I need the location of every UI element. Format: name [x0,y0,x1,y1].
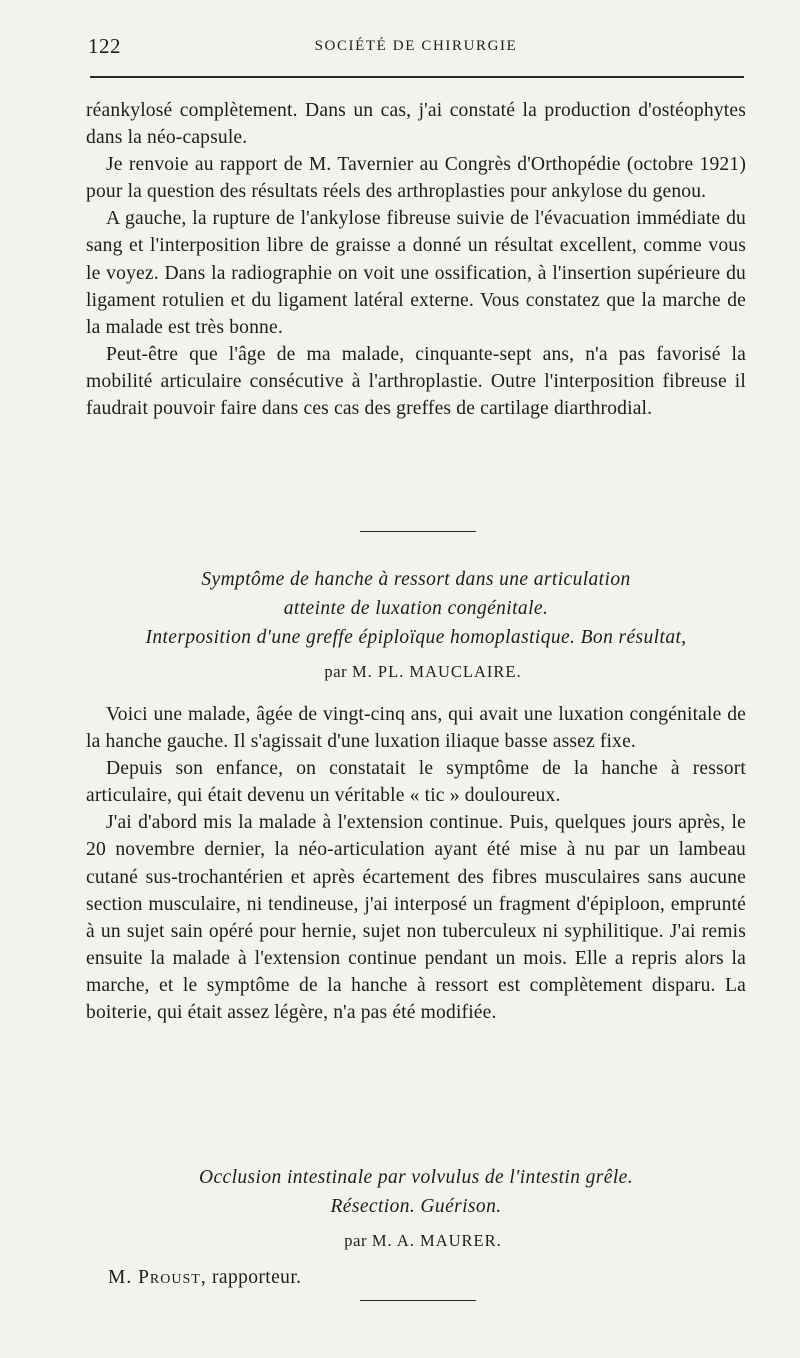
byline-prefix: par [324,662,348,681]
reporter-role: rapporteur. [212,1267,302,1288]
paragraph: réankylosé complètement. Dans un cas, j'ai constaté la production d'ostéophytes dans la néo-capsule. [86,100,746,149]
article-title [86,565,746,652]
continuation-text [86,97,746,422]
article-body [86,701,746,1026]
article-title [86,1163,746,1221]
article-title-line: Résection. Guérison. [330,1196,502,1217]
article-title-line: Symptôme de hanche à ressort dans une articulation [201,569,631,590]
paragraph: Peut-être que l'âge de ma malade, cinquante-sept ans, n'a pas favorisé la mobilité articulaire consécutive à l'arthroplastie. Outre l'interposition fibreuse il faudrait pouvoir faire dans ces cas des greffes de cartilage diarthrodial. [86,343,746,420]
article-title-line: Interposition d'une greffe épiploïque homoplastique. Bon résultat, [145,627,687,648]
paragraph: Depuis son enfance, on constatait le symptôme de la hanche à ressort articulaire, qui était devenu un véritable « tic » douloureux. [86,758,746,807]
running-head [86,34,746,58]
article-byline [93,662,753,682]
author-name: M. PL. MAUCLAIRE. [351,662,522,681]
section-divider [360,1300,476,1301]
paragraph: A gauche, la rupture de l'ankylose fibreuse suivie de l'évacuation immédiate du sang et l'interposition libre de graisse a donné un résultat excellent, comme vous le voyez. Dans la radiographie on voit une ossification, à l'insertion supérieure du ligament rotulien et du ligament latéral externe. Vous constatez que la marche de la malade est très bonne. [86,208,746,338]
paragraph: Je renvoie au rapport de M. Tavernier au Congrès d'Orthopédie (octobre 1921) pour la question des résultats réels des arthroplasties pour ankylose du genou. [86,154,746,203]
article-title-line: Occlusion intestinale par volvulus de l'intestin grêle. [199,1167,633,1188]
paragraph: Voici une malade, âgée de vingt-cinq ans, qui avait une luxation congénitale de la hanche gauche. Il s'agissait d'une luxation iliaque basse assez fixe. [86,704,746,753]
header-rule [90,76,744,78]
journal-title: SOCIÉTÉ DE CHIRURGIE [314,38,518,54]
article-byline [93,1231,753,1251]
paragraph: J'ai d'abord mis la malade à l'extension continue. Puis, quelques jours après, le 20 novembre dernier, la néo-articulation ayant été mise à nu par un lambeau cutané sus-trochantérien et après écartement des fibres musculaires sans aucune section musculaire, ni tendineuse, j'ai interposé un fragment d'épiploon, emprunté à un sujet sain opéré pour hernie, sujet non tuberculeux ni syphilitique. J'ai remis ensuite la malade à l'extension continue pendant un mois. Elle a repris alors la marche, et le symptôme de la hanche à ressort est complètement disparu. La boiterie, qui était assez légère, n'a pas été modifiée. [86,812,746,1024]
author-name: M. A. MAURER. [371,1231,502,1250]
reporter-name: M. Proust, [108,1267,207,1288]
byline-prefix: par [344,1231,368,1250]
article-title-line: atteinte de luxation congénitale. [283,598,549,619]
reporter-line [108,1267,301,1289]
section-divider [360,531,476,532]
page-number: 122 [88,34,121,58]
